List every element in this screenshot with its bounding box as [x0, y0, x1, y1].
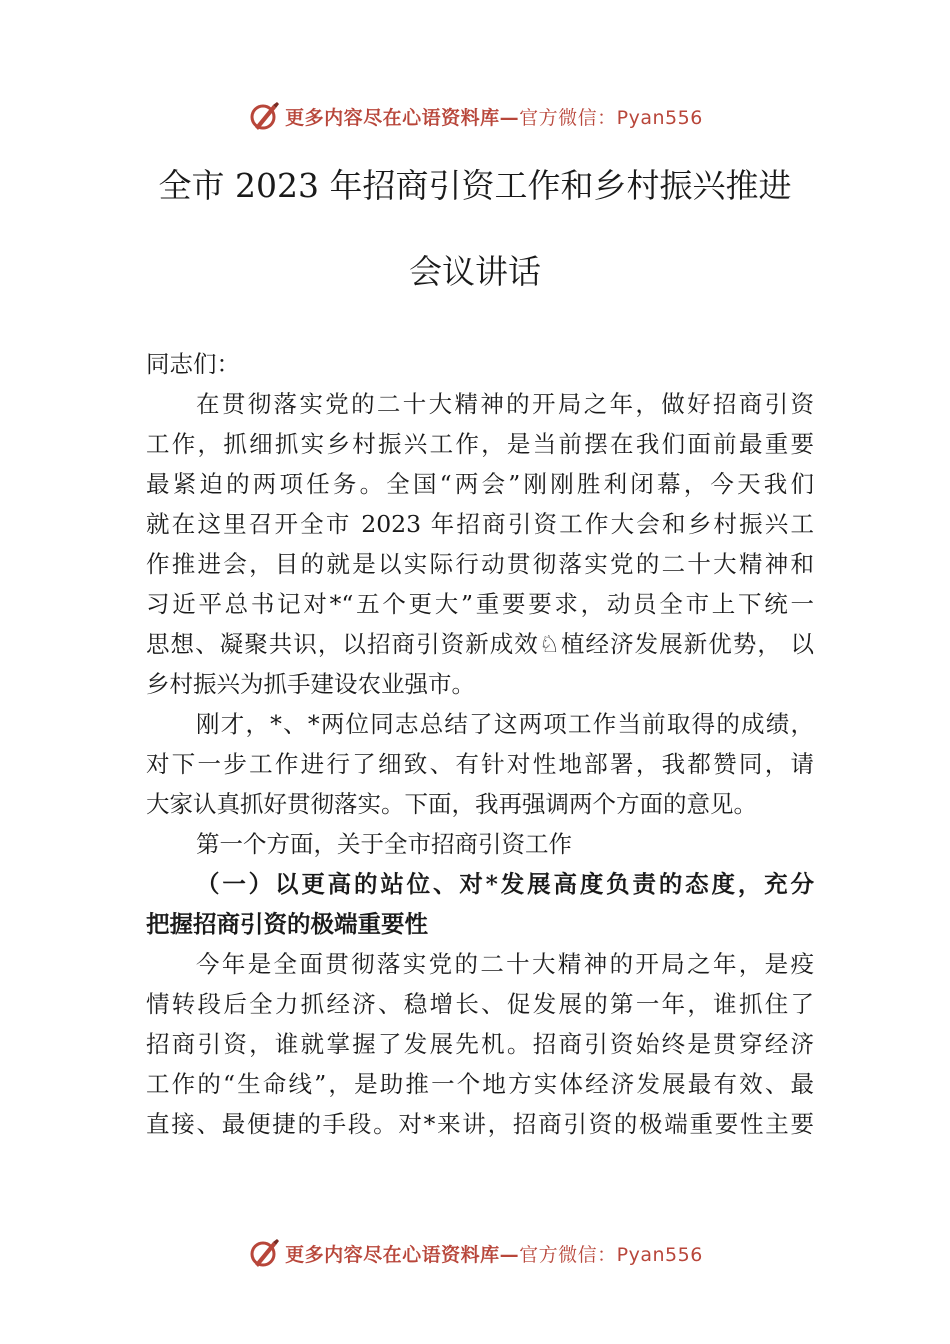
banner-wechat: 官方微信：Pyan556 — [519, 106, 703, 129]
body-line: 工作，抓细抓实乡村振兴工作，是当前摆在我们面前最重要 — [146, 430, 814, 458]
body-line: 情转段后全力抓经济、稳增长、促发展的第一年，谁抓住了 — [146, 990, 814, 1018]
banner-text — [285, 103, 703, 130]
body-line: 直接、最便捷的手段。对*来讲，招商引资的极端重要性主要 — [146, 1110, 814, 1138]
body-line-tail: 植经济发展新优势， 以 — [559, 630, 814, 658]
body-line: 刚才，*、*两位同志总结了这两项工作当前取得的成绩， — [196, 710, 814, 738]
body-line-head: 思想、凝聚共识，以招商引资新成效 — [146, 630, 539, 658]
body-line: 习近平总书记对*“五个更大”重要要求，动员全市上下统一 — [146, 590, 814, 618]
body-line: 今年是全面贯彻落实党的二十大精神的开局之年，是疫 — [196, 950, 814, 978]
pen-ring-logo-icon — [247, 1236, 281, 1270]
header-banner — [0, 96, 950, 136]
banner-text — [285, 1240, 703, 1267]
body-line: 招商引资，谁就掌握了发展先机。招商引资始终是贯穿经济 — [146, 1030, 814, 1058]
banner-brand: 更多内容尽在心语资料库— — [285, 106, 520, 129]
salutation: 同志们： — [146, 350, 240, 378]
pen-ring-logo-icon — [247, 99, 281, 133]
body-line: 在贯彻落实党的二十大精神的开局之年，做好招商引资 — [196, 390, 814, 418]
body-line: 大家认真抓好贯彻落实。下面，我再强调两个方面的意见。 — [146, 790, 757, 818]
footer-banner — [0, 1233, 950, 1273]
subsection-heading: 把握招商引资的极端重要性 — [146, 910, 428, 938]
document-title-line-1: 全市 2023 年招商引资工作和乡村振兴推进 — [158, 166, 792, 205]
body-line: 工作的“生命线”，是助推一个地方实体经济发展最有效、最 — [146, 1070, 814, 1098]
section-heading: 第一个方面，关于全市招商引资工作 — [196, 830, 572, 858]
banner-wechat: 官方微信：Pyan556 — [519, 1243, 703, 1266]
odd-glyph: ♘ — [538, 630, 560, 658]
document-body — [146, 344, 814, 1144]
document-title-line-2: 会议讲话 — [409, 252, 541, 291]
body-line: 乡村振兴为抓手建设农业强市。 — [146, 670, 475, 698]
body-line: 作推进会，目的就是以实际行动贯彻落实党的二十大精神和 — [146, 550, 814, 578]
subsection-heading: （一）以更高的站位、对*发展高度负责的态度，充分 — [196, 870, 814, 898]
body-line: 最紧迫的两项任务。全国“两会”刚刚胜利闭幕，今天我们 — [146, 470, 814, 498]
body-line: 就在这里召开全市 2023 年招商引资工作大会和乡村振兴工 — [146, 510, 814, 538]
banner-brand: 更多内容尽在心语资料库— — [285, 1243, 520, 1266]
body-line-with-glyph — [146, 624, 814, 664]
body-line: 对下一步工作进行了细致、有针对性地部署，我都赞同，请 — [146, 750, 814, 778]
